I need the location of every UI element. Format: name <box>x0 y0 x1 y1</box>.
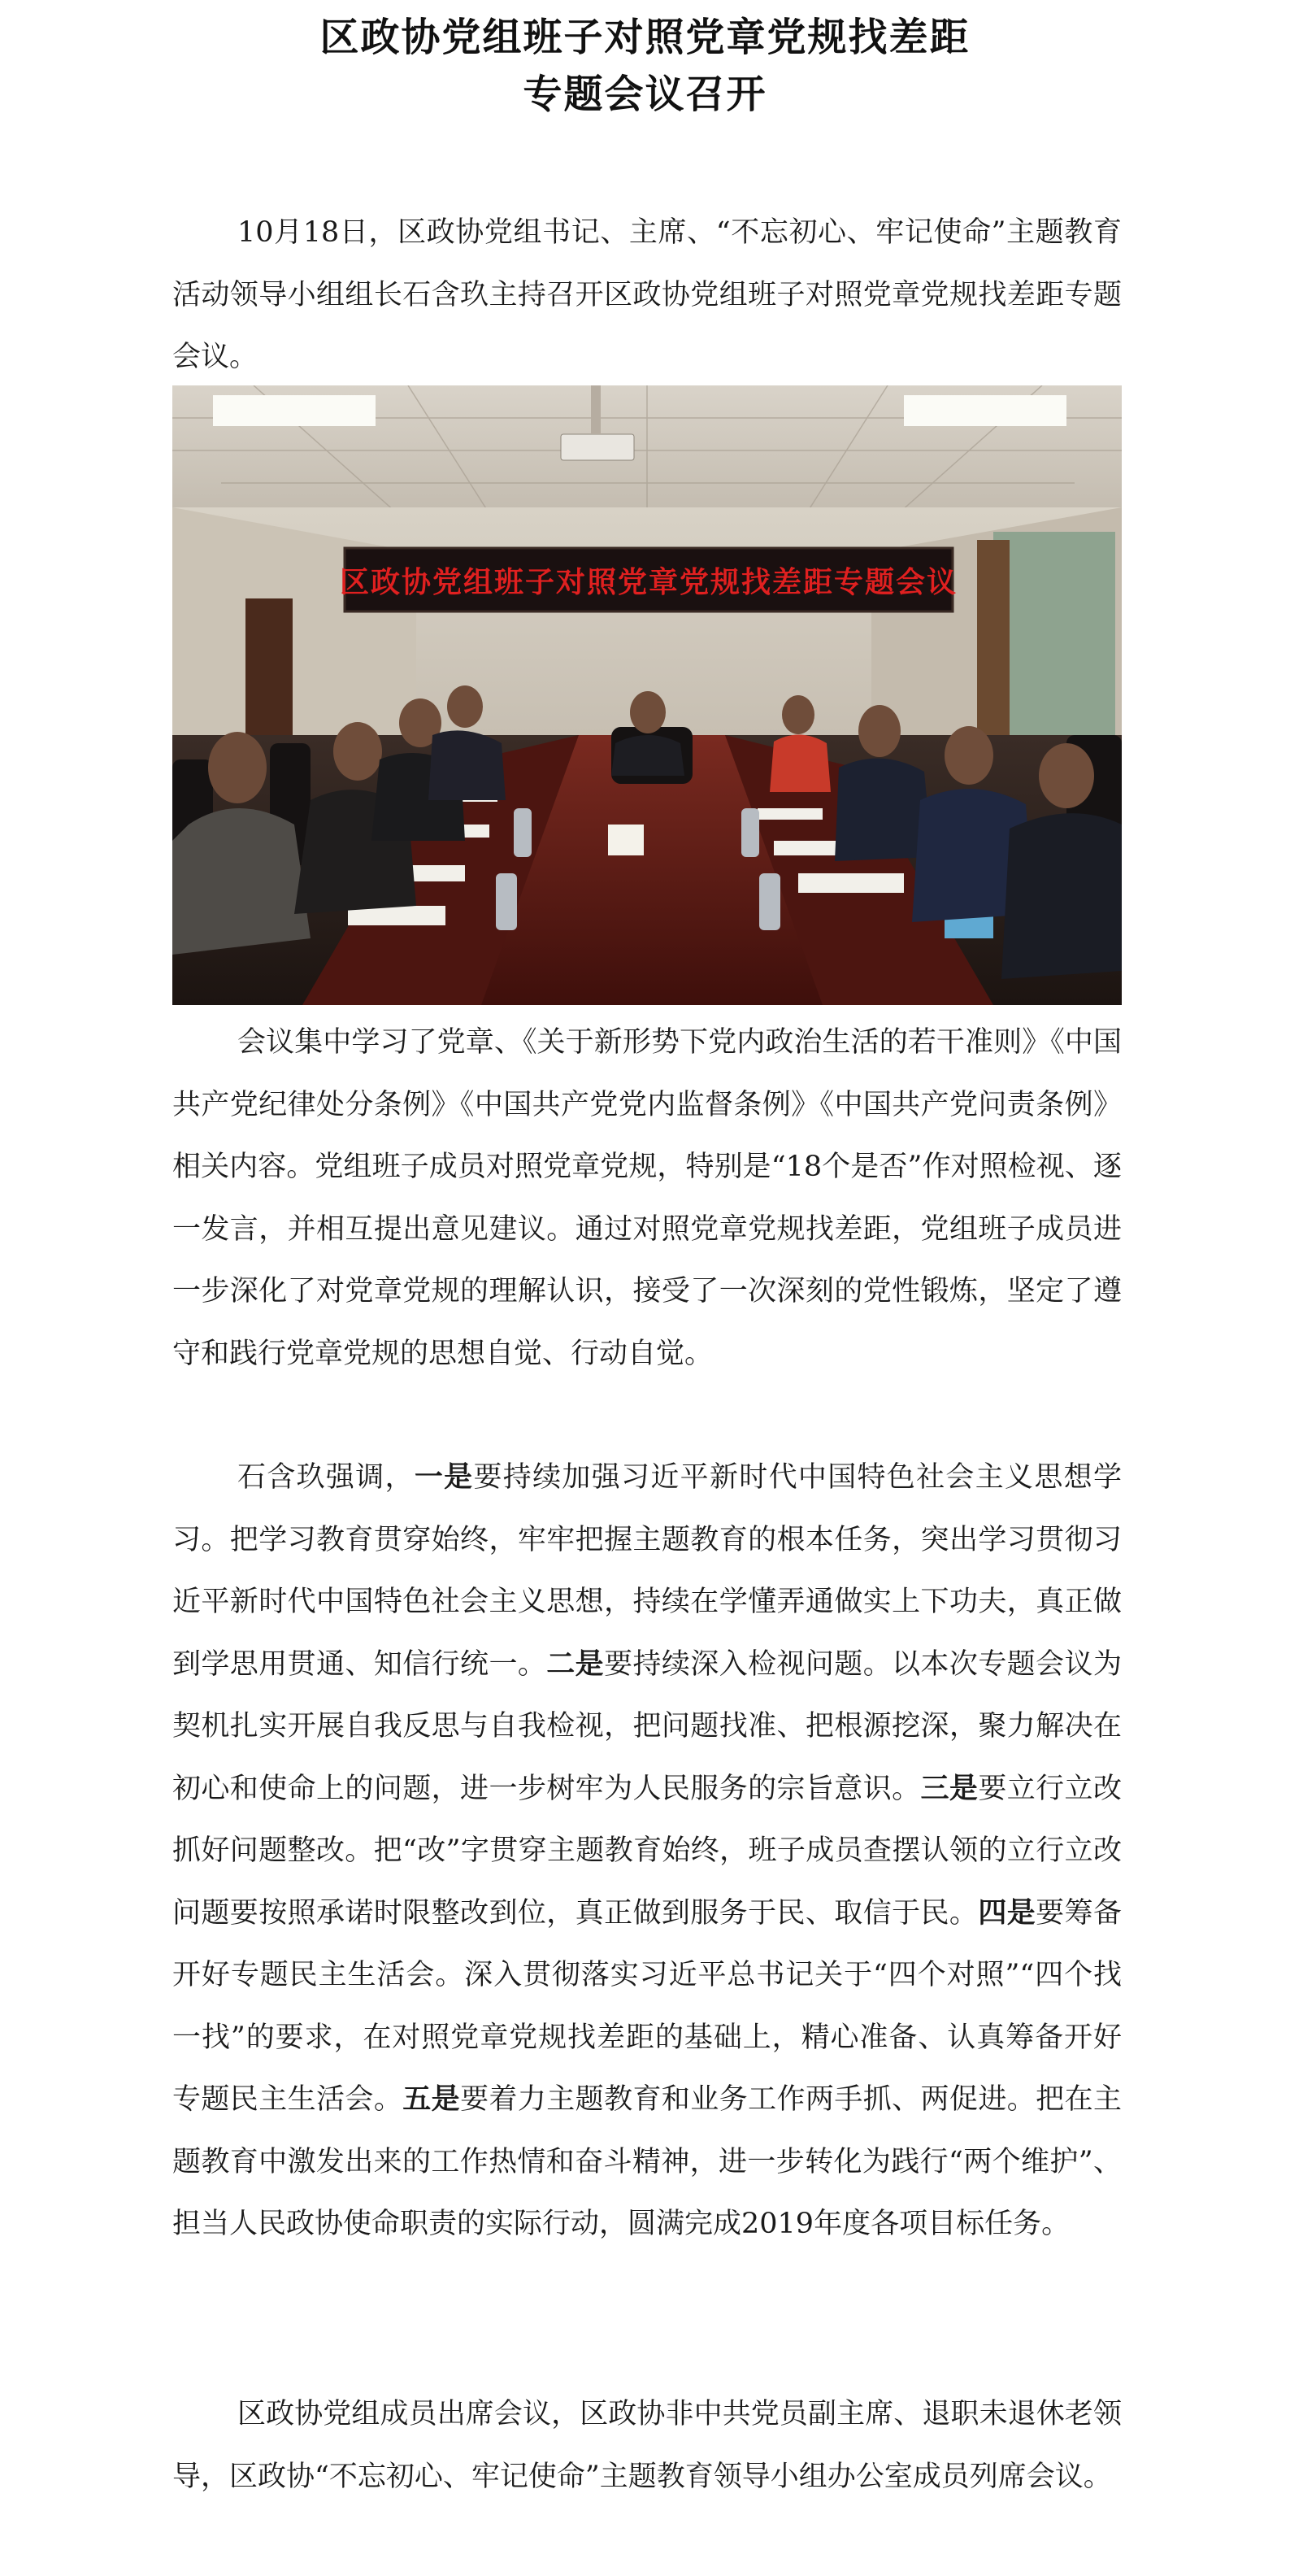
point-4-text: 要筹备开好专题民主生活会。深入贯彻落实习近平总书记关于“四个对照”“四个找一找”的要求，在对照党章党规找差距的基础上，精心准备、认真筹备开好专题民主生活会。 <box>172 1896 1122 2116</box>
point-3-label: 三是 <box>920 1771 979 1805</box>
emphasis-intro: 石含玖强调， <box>237 1461 415 1494</box>
point-4-label: 四是 <box>978 1895 1036 1930</box>
point-5-label: 五是 <box>402 2082 461 2116</box>
title-line-2: 专题会议召开 <box>523 72 767 117</box>
point-2-text: 要持续深入检视问题。以本次专题会议为契机扎实开展自我反思与自我检视，把问题找准、把根源挖深，聚力解决在初心和使命上的问题，进一步树牢为人民服务的宗旨意识。 <box>172 1647 1122 1805</box>
point-5-text: 要着力主题教育和业务工作两手抓、两促进。把在主题教育中激发出来的工作热情和奋斗精神，进一步转化为践行“两个维护”、担当人民政协使命职责的实际行动，圆满完成2019年度各项目标任务。 <box>172 2083 1122 2240</box>
paragraph-attendance: 区政协党组成员出席会议，区政协非中共党员副主席、退职未退休老领导，区政协“不忘初心、牢记使命”主题教育领导小组办公室成员列席会议。 <box>172 2398 1122 2493</box>
meeting-photo <box>172 385 1122 1005</box>
title-line-1: 区政协党组班子对照党章党规找差距 <box>319 15 971 60</box>
meeting-photo-illustration <box>172 385 1122 1005</box>
paragraph-emphasis <box>172 1447 1122 2256</box>
point-2-label: 二是 <box>546 1647 605 1681</box>
paragraph-study: 会议集中学习了党章、《关于新形势下党内政治生活的若干准则》《中国共产党纪律处分条例》《中国共产党党内监督条例》《中国共产党问责条例》相关内容。党组班子成员对照党章党规，特别是“18个是否”作对照检视、逐一发言，并相互提出意见建议。通过对照党章党规找差距，党组班子成员进一步深化了对党章党规的理解认识，接受了一次深刻的党性锻炼，坚定了遵守和践行党章党规的思想自觉、行动自觉。 <box>172 1026 1122 1370</box>
led-banner-text: 区政协党组班子对照党章党规找差距专题会议 <box>339 566 958 599</box>
paragraph-intro: 10月18日，区政协党组书记、主席、“不忘初心、牢记使命”主题教育活动领导小组组长石含玖主持召开区政协党组班子对照党章党规找差距专题会议。 <box>172 216 1122 373</box>
point-1-text: 要持续加强习近平新时代中国特色社会主义思想学习。把学习教育贯穿始终，牢牢把握主题教育的根本任务，突出学习贯彻习近平新时代中国特色社会主义思想，持续在学懂弄通做实上下功夫，真正做到学思用贯通、知信行统一。 <box>172 1461 1122 1681</box>
point-3-text: 要立行立改抓好问题整改。把“改”字贯穿主题教育始终，班子成员查摆认领的立行立改问题要按照承诺时限整改到位，真正做到服务于民、取信于民。 <box>172 1772 1122 1930</box>
point-1-label: 一是 <box>414 1460 474 1494</box>
